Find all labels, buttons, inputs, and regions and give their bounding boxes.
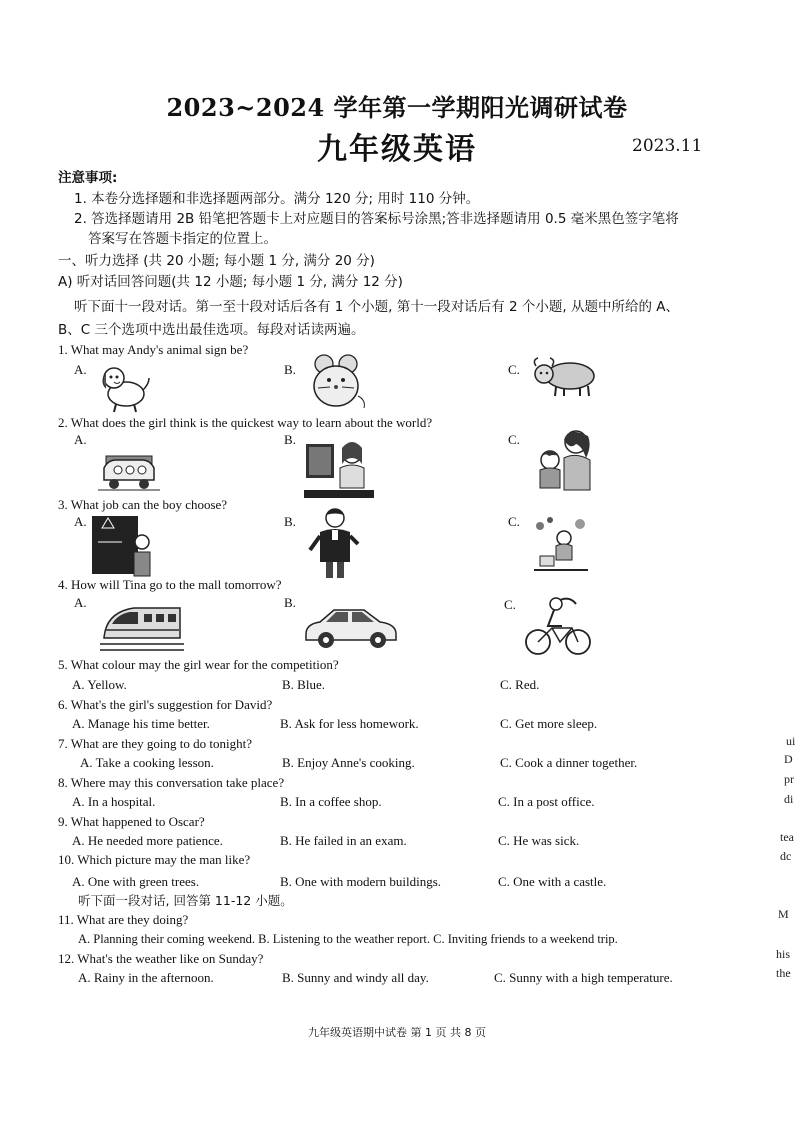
q9-option-a: A. He needed more patience. (72, 833, 223, 848)
question-5: 5. What colour may the girl wear for the competition? (58, 657, 339, 672)
notes-item-3: 答案写在答题卡指定的位置上。 (88, 231, 277, 247)
instructions-line-2: B、C 三个选项中选出最佳选项。每段对话读两遍。 (58, 322, 365, 338)
q4-label-c: C. (504, 597, 516, 612)
q6-option-c: C. Get more sleep. (500, 716, 598, 731)
edge-fragment: tea (780, 830, 794, 844)
q3-label-b: B. (284, 514, 296, 529)
q1-label-b: B. (284, 362, 296, 377)
q10-option-c: C. One with a castle. (498, 874, 607, 889)
exam-date: 2023.11 (632, 136, 703, 156)
travel-car-image (98, 446, 160, 494)
q2-label-b: B. (284, 432, 296, 447)
part-a-heading: A) 听对话回答问题(共 12 小题; 每小题 1 分, 满分 12 分) (58, 274, 403, 290)
page-footer: 九年级英语期中试卷 第 1 页 共 8 页 (308, 1026, 486, 1039)
q10-option-b: B. One with modern buildings. (280, 874, 442, 889)
edge-fragment: pr (784, 772, 794, 786)
section-heading: 一、听力选择 (共 20 小题; 每小题 1 分, 满分 20 分) (58, 253, 375, 269)
q1-label-a: A. (74, 362, 87, 377)
host-image (308, 506, 362, 578)
q10-option-a: A. One with green trees. (72, 874, 200, 889)
question-8: 8. Where may this conversation take place? (58, 775, 285, 790)
q8-option-a: A. In a hospital. (72, 794, 156, 809)
q7-option-b: B. Enjoy Anne's cooking. (282, 755, 415, 770)
exam-title: 2023~2024 学年第一学期阳光调研试卷 (166, 93, 628, 122)
teacher-image (92, 512, 154, 578)
q5-option-c: C. Red. (500, 677, 540, 692)
q8-option-b: B. In a coffee shop. (280, 794, 382, 809)
q12-option-c: C. Sunny with a high temperature. (494, 970, 673, 985)
q1-label-c: C. (508, 362, 520, 377)
q3-label-c: C. (508, 514, 520, 529)
q4-label-a: A. (74, 595, 87, 610)
question-7: 7. What are they going to do tonight? (58, 736, 252, 751)
edge-fragment: D (784, 752, 793, 766)
q2-label-c: C. (508, 432, 520, 447)
q4-label-b: B. (284, 595, 296, 610)
question-6: 6. What's the girl's suggestion for David? (58, 697, 273, 712)
computer-image (304, 438, 374, 500)
instructions-line-1: 听下面十一段对话。第一至十段对话后各有 1 个小题, 第十一段对话后有 2 个小题, 从题中所给的 A、 (74, 299, 680, 315)
q12-option-b: B. Sunny and windy all day. (282, 970, 429, 985)
q7-option-c: C. Cook a dinner together. (500, 755, 638, 770)
edge-fragment: his (776, 947, 791, 961)
question-3: 3. What job can the boy choose? (58, 497, 228, 512)
edge-fragment: di (784, 792, 794, 806)
q7-option-a: A. Take a cooking lesson. (80, 755, 214, 770)
q5-option-a: A. Yellow. (72, 677, 127, 692)
exam-subject: 九年级英语 (317, 132, 477, 167)
q3-label-a: A. (74, 514, 87, 529)
q5-option-b: B. Blue. (282, 677, 325, 692)
edge-fragment: the (776, 966, 791, 980)
q11-options: A. Planning their coming weekend. B. Listening to the weather report. C. Inviting friends to a weekend trip. (78, 932, 618, 946)
edge-fragment: dc (780, 849, 792, 863)
edge-fragment: M (778, 907, 789, 921)
painter-image (530, 514, 592, 576)
q6-option-b: B. Ask for less homework. (280, 716, 419, 731)
train-image (100, 598, 184, 654)
dog-image (96, 360, 152, 414)
dialog-note: 听下面一段对话, 回答第 11-12 小题。 (78, 893, 293, 908)
notes-item-1: 1. 本卷分选择题和非选择题两部分。满分 120 分; 用时 110 分钟。 (74, 191, 480, 207)
question-11: 11. What are they doing? (58, 912, 189, 927)
edge-fragment: ui (786, 734, 795, 748)
notes-item-2: 2. 答选择题请用 2B 铅笔把答题卡上对应题目的答案标号涂黑;答非选择题请用 0.5 毫米黑色签字笔将 (74, 211, 679, 227)
question-10: 10. Which picture may the man like? (58, 852, 251, 867)
notes-heading: 注意事项: (58, 170, 118, 186)
question-12: 12. What's the weather like on Sunday? (58, 951, 264, 966)
question-1: 1. What may Andy's animal sign be? (58, 342, 249, 357)
bicycle-image (524, 596, 592, 658)
car-image (302, 604, 400, 650)
question-4: 4. How will Tina go to the mall tomorrow? (58, 577, 282, 592)
q8-option-c: C. In a post office. (498, 794, 595, 809)
q9-option-b: B. He failed in an exam. (280, 833, 407, 848)
mother-daughter-image (534, 428, 594, 492)
ox-image (530, 352, 600, 398)
q12-option-a: A. Rainy in the afternoon. (78, 970, 214, 985)
q9-option-c: C. He was sick. (498, 833, 580, 848)
mouse-image (306, 352, 368, 410)
question-2: 2. What does the girl think is the quickest way to learn about the world? (58, 415, 433, 430)
question-9: 9. What happened to Oscar? (58, 814, 205, 829)
q6-option-a: A. Manage his time better. (72, 716, 210, 731)
q2-label-a: A. (74, 432, 87, 447)
